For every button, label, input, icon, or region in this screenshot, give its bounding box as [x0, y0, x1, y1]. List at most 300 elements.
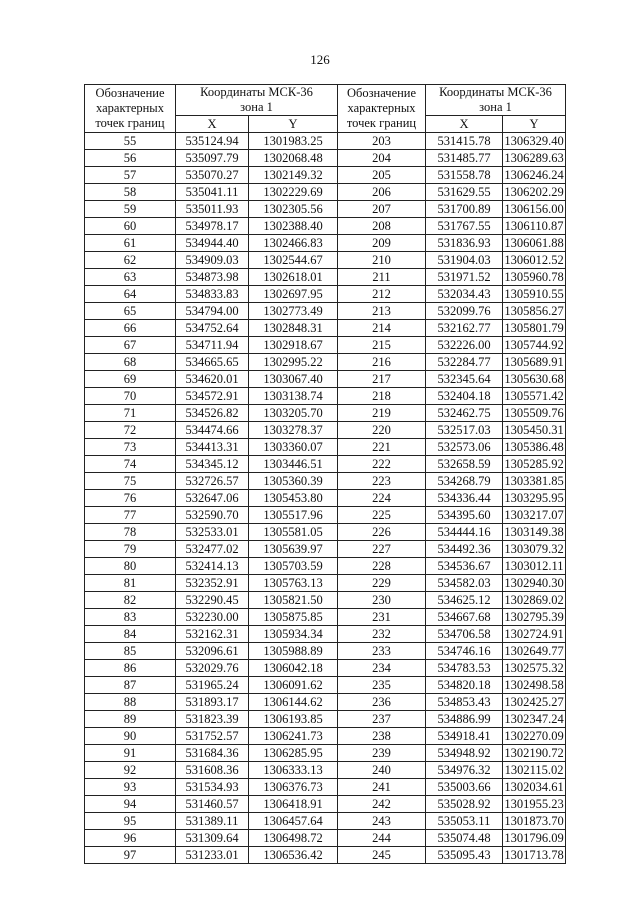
x-left-cell: 534413.31 [176, 439, 249, 456]
y-right-cell: 1305960.78 [504, 269, 564, 284]
y-left-cell: 1306376.73 [249, 779, 338, 796]
table-row [85, 252, 566, 269]
table-row [85, 167, 566, 184]
point-id-right-cell: 214 [338, 320, 426, 337]
y-left-cell: 1305934.34 [249, 626, 338, 643]
y-right-cell: 1303149.38 [504, 524, 564, 539]
point-id-left-cell: 84 [85, 626, 176, 643]
table-row [85, 354, 566, 371]
point-id-left-cell: 76 [85, 490, 176, 507]
x-right-cell: 535074.48 [426, 830, 503, 847]
x-left-cell: 532414.13 [176, 558, 249, 575]
y-left-cell: 1305821.50 [249, 592, 338, 609]
x-left-cell: 532096.61 [176, 643, 249, 660]
point-id-left-cell: 91 [85, 745, 176, 762]
y-left-cell: 1306241.73 [249, 728, 338, 745]
table-row [85, 507, 566, 524]
y-left-cell: 1302305.56 [249, 201, 338, 218]
x-right-cell: 534444.16 [426, 524, 503, 541]
point-id-right-cell: 235 [338, 677, 426, 694]
x-left-cell: 534345.12 [176, 456, 249, 473]
table-row [85, 439, 566, 456]
x-left-cell: 534711.94 [176, 337, 249, 354]
y-right-cell: 1305571.42 [504, 388, 564, 403]
point-id-right-cell: 212 [338, 286, 426, 303]
point-id-left-cell: 77 [85, 507, 176, 524]
x-left-cell: 532162.31 [176, 626, 249, 643]
y-left-cell: 1302068.48 [249, 150, 338, 167]
table-row [85, 745, 566, 762]
x-left-cell: 531893.17 [176, 694, 249, 711]
point-id-left-cell: 58 [85, 184, 176, 201]
header-x-left: X [176, 116, 249, 133]
y-left-cell: 1303205.70 [249, 405, 338, 422]
point-id-left-cell: 81 [85, 575, 176, 592]
point-id-left-cell: 70 [85, 388, 176, 405]
y-left-cell: 1305360.39 [249, 473, 338, 490]
x-left-cell: 534833.83 [176, 286, 249, 303]
y-right-cell: 1303295.95 [504, 490, 564, 505]
point-id-right-cell: 228 [338, 558, 426, 575]
point-id-left-cell: 59 [85, 201, 176, 218]
point-id-left-cell: 69 [85, 371, 176, 388]
table-row [85, 320, 566, 337]
point-id-left-cell: 82 [85, 592, 176, 609]
y-left-cell: 1305875.85 [249, 609, 338, 626]
header-point-label-left: Обозначение характерных точек границ [85, 85, 176, 133]
y-right-cell: 1302940.30 [504, 575, 564, 590]
point-id-right-cell: 244 [338, 830, 426, 847]
point-id-right-cell: 206 [338, 184, 426, 201]
y-left-cell: 1303278.37 [249, 422, 338, 439]
point-id-right-cell: 218 [338, 388, 426, 405]
y-right-cell: 1305285.92 [504, 456, 564, 471]
point-id-left-cell: 95 [85, 813, 176, 830]
point-id-right-cell: 215 [338, 337, 426, 354]
y-right-cell: 1301873.70 [504, 813, 564, 828]
y-left-cell: 1303067.40 [249, 371, 338, 388]
table-row [85, 490, 566, 507]
x-right-cell: 532099.76 [426, 303, 503, 320]
y-right-cell: 1302270.09 [504, 728, 564, 743]
table-row [85, 847, 566, 864]
x-right-cell: 534706.58 [426, 626, 503, 643]
y-right-cell: 1305856.27 [504, 303, 564, 318]
x-right-cell: 532162.77 [426, 320, 503, 337]
x-right-cell: 534336.44 [426, 490, 503, 507]
point-id-left-cell: 60 [85, 218, 176, 235]
point-id-right-cell: 236 [338, 694, 426, 711]
x-left-cell: 535011.93 [176, 201, 249, 218]
point-id-left-cell: 63 [85, 269, 176, 286]
header-coord-system-left: Координаты МСК-36 зона 1 [176, 85, 338, 116]
table-row [85, 643, 566, 660]
y-left-cell: 1305639.97 [249, 541, 338, 558]
x-left-cell: 531684.36 [176, 745, 249, 762]
x-right-cell: 531904.03 [426, 252, 503, 269]
x-right-cell: 531767.55 [426, 218, 503, 235]
point-id-right-cell: 219 [338, 405, 426, 422]
point-id-right-cell: 220 [338, 422, 426, 439]
y-left-cell: 1306536.42 [249, 847, 338, 864]
table-row [85, 660, 566, 677]
point-id-right-cell: 207 [338, 201, 426, 218]
y-left-cell: 1306042.18 [249, 660, 338, 677]
table-row [85, 405, 566, 422]
x-right-cell: 534853.43 [426, 694, 503, 711]
x-right-cell: 532345.64 [426, 371, 503, 388]
y-right-cell: 1306156.00 [504, 201, 564, 216]
y-right-cell: 1302724.91 [504, 626, 564, 641]
point-id-right-cell: 241 [338, 779, 426, 796]
coordinates-table [84, 84, 566, 864]
y-left-cell: 1306144.62 [249, 694, 338, 711]
table-row [85, 796, 566, 813]
table-row [85, 813, 566, 830]
y-right-cell: 1303079.32 [504, 541, 564, 556]
point-id-left-cell: 90 [85, 728, 176, 745]
point-id-left-cell: 68 [85, 354, 176, 371]
point-id-right-cell: 237 [338, 711, 426, 728]
y-left-cell: 1306091.62 [249, 677, 338, 694]
x-left-cell: 535070.27 [176, 167, 249, 184]
point-id-left-cell: 64 [85, 286, 176, 303]
y-right-cell: 1306289.63 [504, 150, 564, 165]
point-id-right-cell: 234 [338, 660, 426, 677]
table-row [85, 762, 566, 779]
point-id-right-cell: 230 [338, 592, 426, 609]
x-right-cell: 534918.41 [426, 728, 503, 745]
y-left-cell: 1301983.25 [249, 133, 338, 150]
y-right-cell: 1303217.07 [504, 507, 564, 522]
point-id-left-cell: 67 [85, 337, 176, 354]
x-right-cell: 535053.11 [426, 813, 503, 830]
y-left-cell: 1302544.67 [249, 252, 338, 269]
y-left-cell: 1306285.95 [249, 745, 338, 762]
x-right-cell: 534492.36 [426, 541, 503, 558]
point-id-left-cell: 89 [85, 711, 176, 728]
point-id-right-cell: 229 [338, 575, 426, 592]
y-right-cell: 1302190.72 [504, 745, 564, 760]
y-right-cell: 1302498.58 [504, 677, 564, 692]
y-left-cell: 1305581.05 [249, 524, 338, 541]
table-row [85, 694, 566, 711]
x-right-cell: 532573.06 [426, 439, 503, 456]
x-left-cell: 535097.79 [176, 150, 249, 167]
table-row [85, 728, 566, 745]
point-id-right-cell: 222 [338, 456, 426, 473]
point-id-left-cell: 88 [85, 694, 176, 711]
y-right-cell: 1301955.23 [504, 796, 564, 811]
table-row [85, 592, 566, 609]
x-left-cell: 532647.06 [176, 490, 249, 507]
point-id-left-cell: 74 [85, 456, 176, 473]
x-left-cell: 531389.11 [176, 813, 249, 830]
y-right-cell: 1306061.88 [504, 235, 564, 250]
x-right-cell: 535003.66 [426, 779, 503, 796]
y-right-cell: 1302347.24 [504, 711, 564, 726]
y-right-cell: 1305744.92 [504, 337, 564, 352]
x-right-cell: 534268.79 [426, 473, 503, 490]
x-right-cell: 532034.43 [426, 286, 503, 303]
x-left-cell: 531233.01 [176, 847, 249, 864]
table-row [85, 626, 566, 643]
point-id-left-cell: 86 [85, 660, 176, 677]
x-left-cell: 534665.65 [176, 354, 249, 371]
point-id-left-cell: 83 [85, 609, 176, 626]
x-right-cell: 531415.78 [426, 133, 503, 150]
point-id-left-cell: 61 [85, 235, 176, 252]
point-id-left-cell: 79 [85, 541, 176, 558]
table-row [85, 609, 566, 626]
x-left-cell: 532029.76 [176, 660, 249, 677]
point-id-left-cell: 71 [85, 405, 176, 422]
point-id-right-cell: 243 [338, 813, 426, 830]
x-left-cell: 531752.57 [176, 728, 249, 745]
point-id-right-cell: 227 [338, 541, 426, 558]
x-left-cell: 534944.40 [176, 235, 249, 252]
y-left-cell: 1303446.51 [249, 456, 338, 473]
x-right-cell: 534625.12 [426, 592, 503, 609]
table-row [85, 575, 566, 592]
x-right-cell: 531700.89 [426, 201, 503, 218]
x-left-cell: 534620.01 [176, 371, 249, 388]
point-id-right-cell: 203 [338, 133, 426, 150]
x-left-cell: 534794.00 [176, 303, 249, 320]
y-right-cell: 1303012.11 [503, 558, 566, 575]
x-left-cell: 535041.11 [176, 184, 249, 201]
point-id-right-cell: 204 [338, 150, 426, 167]
y-left-cell: 1302918.67 [249, 337, 338, 354]
x-left-cell: 532230.00 [176, 609, 249, 626]
x-right-cell: 531485.77 [426, 150, 503, 167]
x-left-cell: 532290.45 [176, 592, 249, 609]
point-id-right-cell: 245 [338, 847, 426, 864]
x-right-cell: 531836.93 [426, 235, 503, 252]
point-id-right-cell: 210 [338, 252, 426, 269]
x-right-cell: 534820.18 [426, 677, 503, 694]
x-right-cell: 534976.32 [426, 762, 503, 779]
point-id-right-cell: 217 [338, 371, 426, 388]
x-right-cell: 532404.18 [426, 388, 503, 405]
y-right-cell: 1302115.02 [503, 762, 566, 779]
y-left-cell: 1302618.01 [249, 269, 338, 286]
x-left-cell: 534474.66 [176, 422, 249, 439]
y-left-cell: 1305988.89 [249, 643, 338, 660]
y-left-cell: 1302995.22 [249, 354, 338, 371]
header-y-left: Y [249, 116, 338, 133]
table-row [85, 779, 566, 796]
y-right-cell: 1305801.79 [504, 320, 564, 335]
table-row [85, 371, 566, 388]
point-id-right-cell: 226 [338, 524, 426, 541]
point-id-right-cell: 223 [338, 473, 426, 490]
point-id-left-cell: 87 [85, 677, 176, 694]
y-left-cell: 1302773.49 [249, 303, 338, 320]
point-id-left-cell: 80 [85, 558, 176, 575]
x-right-cell: 532658.59 [426, 456, 503, 473]
point-id-right-cell: 205 [338, 167, 426, 184]
x-right-cell: 534536.67 [426, 558, 503, 575]
x-right-cell: 532284.77 [426, 354, 503, 371]
x-left-cell: 531460.57 [176, 796, 249, 813]
table-row [85, 473, 566, 490]
y-right-cell: 1301796.09 [504, 830, 564, 845]
table-row [85, 558, 566, 575]
point-id-right-cell: 239 [338, 745, 426, 762]
point-id-left-cell: 73 [85, 439, 176, 456]
x-left-cell: 531965.24 [176, 677, 249, 694]
x-left-cell: 531608.36 [176, 762, 249, 779]
point-id-left-cell: 97 [85, 847, 176, 864]
x-right-cell: 531629.55 [426, 184, 503, 201]
y-left-cell: 1302388.40 [249, 218, 338, 235]
table-row [85, 337, 566, 354]
y-right-cell: 1305450.31 [504, 422, 564, 437]
table-row [85, 422, 566, 439]
x-right-cell: 534948.92 [426, 745, 503, 762]
y-right-cell: 1302795.39 [504, 609, 564, 624]
y-right-cell: 1301713.78 [504, 847, 564, 862]
y-left-cell: 1302848.31 [249, 320, 338, 337]
header-y-right: Y [503, 116, 566, 133]
table-row [85, 133, 566, 150]
y-left-cell: 1306418.91 [249, 796, 338, 813]
y-right-cell: 1306246.24 [504, 167, 564, 182]
y-right-cell: 1305910.55 [504, 286, 564, 301]
y-left-cell: 1305703.59 [249, 558, 338, 575]
table-row [85, 286, 566, 303]
table-row [85, 218, 566, 235]
point-id-right-cell: 224 [338, 490, 426, 507]
point-id-left-cell: 62 [85, 252, 176, 269]
table-row [85, 150, 566, 167]
x-left-cell: 532477.02 [176, 541, 249, 558]
y-right-cell: 1306329.40 [504, 133, 564, 148]
x-right-cell: 535028.92 [426, 796, 503, 813]
point-id-right-cell: 208 [338, 218, 426, 235]
y-right-cell: 1306202.29 [504, 184, 564, 199]
point-id-left-cell: 72 [85, 422, 176, 439]
y-left-cell: 1305453.80 [249, 490, 338, 507]
x-right-cell: 534395.60 [426, 507, 503, 524]
table-row [85, 235, 566, 252]
y-right-cell: 1305386.48 [504, 439, 564, 454]
point-id-left-cell: 55 [85, 133, 176, 150]
x-right-cell: 534667.68 [426, 609, 503, 626]
header-x-right: X [426, 116, 503, 133]
x-right-cell: 532226.00 [426, 337, 503, 354]
y-left-cell: 1305517.96 [249, 507, 338, 524]
x-right-cell: 532517.03 [426, 422, 503, 439]
point-id-left-cell: 92 [85, 762, 176, 779]
x-left-cell: 531823.39 [176, 711, 249, 728]
y-right-cell: 1302649.77 [504, 643, 564, 658]
point-id-right-cell: 209 [338, 235, 426, 252]
y-left-cell: 1302466.83 [249, 235, 338, 252]
y-right-cell: 1306110.87 [503, 218, 566, 235]
point-id-left-cell: 57 [85, 167, 176, 184]
x-left-cell: 534978.17 [176, 218, 249, 235]
point-id-right-cell: 211 [338, 269, 426, 286]
x-right-cell: 534783.53 [426, 660, 503, 677]
y-left-cell: 1302697.95 [249, 286, 338, 303]
point-id-right-cell: 213 [338, 303, 426, 320]
point-id-right-cell: 216 [338, 354, 426, 371]
point-id-right-cell: 242 [338, 796, 426, 813]
point-id-left-cell: 56 [85, 150, 176, 167]
x-left-cell: 531534.93 [176, 779, 249, 796]
point-id-right-cell: 240 [338, 762, 426, 779]
y-left-cell: 1306457.64 [249, 813, 338, 830]
y-right-cell: 1303381.85 [504, 473, 564, 488]
x-left-cell: 532590.70 [176, 507, 249, 524]
x-right-cell: 531971.52 [426, 269, 503, 286]
x-right-cell: 535095.43 [426, 847, 503, 864]
point-id-right-cell: 225 [338, 507, 426, 524]
point-id-right-cell: 232 [338, 626, 426, 643]
x-right-cell: 532462.75 [426, 405, 503, 422]
y-left-cell: 1302149.32 [249, 167, 338, 184]
point-id-left-cell: 78 [85, 524, 176, 541]
x-left-cell: 534909.03 [176, 252, 249, 269]
x-left-cell: 534752.64 [176, 320, 249, 337]
y-right-cell: 1302425.27 [504, 694, 564, 709]
y-right-cell: 1305689.91 [504, 354, 564, 369]
y-left-cell: 1306193.85 [249, 711, 338, 728]
x-right-cell: 534746.16 [426, 643, 503, 660]
y-right-cell: 1302034.61 [504, 779, 564, 794]
x-left-cell: 532533.01 [176, 524, 249, 541]
y-right-cell: 1305509.76 [504, 405, 564, 420]
table-row [85, 711, 566, 728]
x-left-cell: 534526.82 [176, 405, 249, 422]
table-row [85, 524, 566, 541]
table-row [85, 830, 566, 847]
header-coord-system-right: Координаты МСК-36 зона 1 [426, 85, 566, 116]
y-left-cell: 1303360.07 [249, 439, 338, 456]
table-row [85, 456, 566, 473]
header-point-label-right: Обозначение характерных точек границ [338, 85, 426, 133]
x-left-cell: 532726.57 [176, 473, 249, 490]
point-id-right-cell: 233 [338, 643, 426, 660]
y-left-cell: 1305763.13 [249, 575, 338, 592]
table-row [85, 388, 566, 405]
point-id-left-cell: 96 [85, 830, 176, 847]
y-left-cell: 1303138.74 [249, 388, 338, 405]
point-id-right-cell: 221 [338, 439, 426, 456]
y-right-cell: 1306012.52 [504, 252, 564, 267]
x-left-cell: 531309.64 [176, 830, 249, 847]
point-id-right-cell: 231 [338, 609, 426, 626]
point-id-right-cell: 238 [338, 728, 426, 745]
point-id-left-cell: 94 [85, 796, 176, 813]
point-id-left-cell: 85 [85, 643, 176, 660]
y-right-cell: 1305630.68 [504, 371, 564, 386]
table-row [85, 184, 566, 201]
x-left-cell: 532352.91 [176, 575, 249, 592]
table-row [85, 269, 566, 286]
point-id-left-cell: 75 [85, 473, 176, 490]
y-left-cell: 1306498.72 [249, 830, 338, 847]
point-id-left-cell: 93 [85, 779, 176, 796]
y-left-cell: 1306333.13 [249, 762, 338, 779]
x-right-cell: 534582.03 [426, 575, 503, 592]
point-id-left-cell: 65 [85, 303, 176, 320]
x-right-cell: 534886.99 [426, 711, 503, 728]
table-row [85, 541, 566, 558]
y-right-cell: 1302869.02 [504, 592, 564, 607]
